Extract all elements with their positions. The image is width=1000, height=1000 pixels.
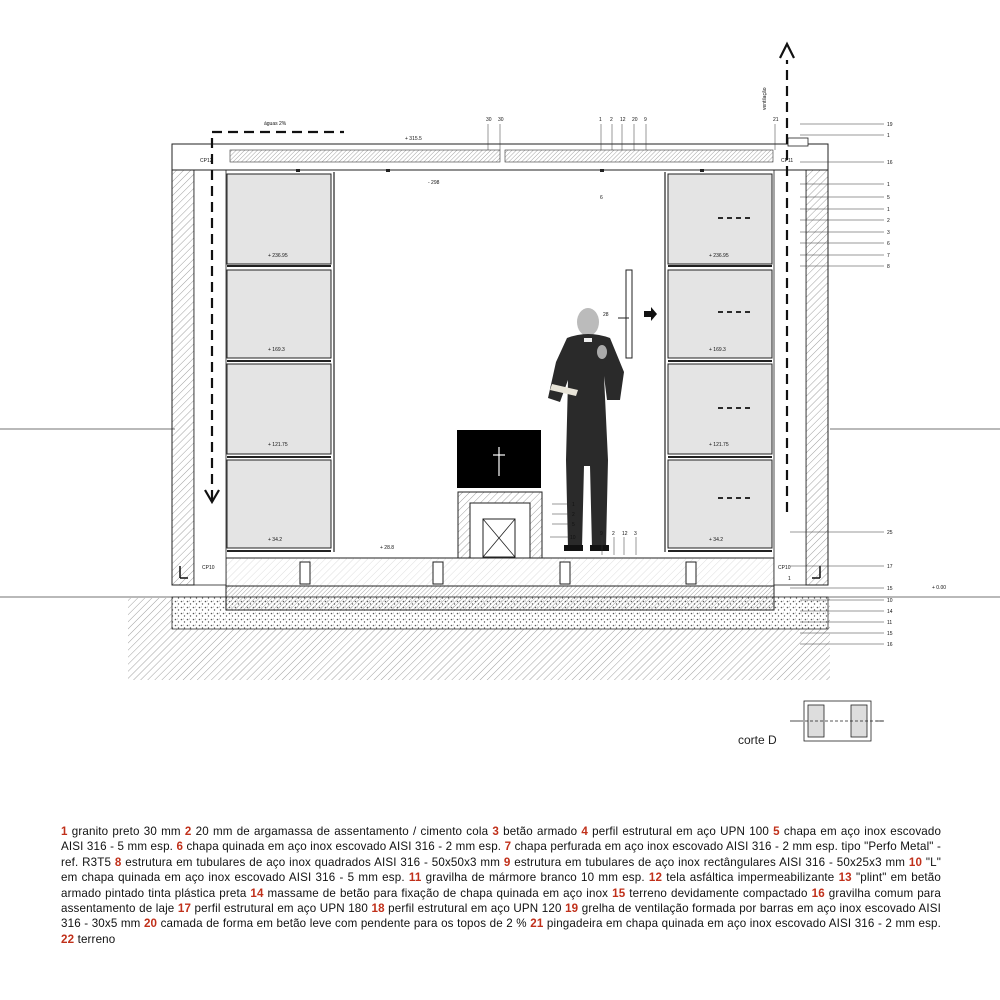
legend-text: terreno devidamente compactado	[629, 886, 808, 900]
legend-number: 6	[176, 840, 184, 854]
left-wall	[172, 146, 194, 585]
ceiling-level-marker: - 298	[428, 180, 440, 186]
callout-number: 3	[887, 230, 890, 236]
callout-number: 7	[887, 253, 890, 259]
shelf-level-marker: + 34.2	[268, 537, 283, 543]
legend-text: 20 mm de argamassa de assentamento / cimento cola	[195, 825, 489, 838]
ventilation-label: ventilação	[762, 87, 768, 110]
callout-number: 9	[644, 117, 647, 123]
legend-number: 3	[492, 825, 499, 838]
callout-number: 1	[887, 182, 890, 188]
callout-number: 5	[887, 195, 890, 201]
cp-label: CP11	[781, 158, 794, 164]
shelf-level-marker: + 121.75	[268, 442, 288, 448]
door-callout: 28	[603, 312, 609, 318]
callout-number: 8	[887, 264, 890, 270]
callout-number: 15	[887, 631, 893, 637]
callout-number: 2	[887, 218, 890, 224]
legend-text: tela asfáltica impermeabilizante	[666, 871, 835, 885]
legend-text: chapa perfurada em aço inox escovado AISI 316 - 2 mm esp. tipo "Perfo Metal" - ref. R3T5	[61, 840, 941, 869]
callout-number: 10	[887, 598, 893, 604]
callout-number: 30	[498, 117, 504, 123]
legend-number: 5	[773, 825, 780, 838]
shelf-level-marker: + 34.2	[709, 537, 724, 543]
section-caption: corte D	[738, 733, 777, 747]
legend-text: betão armado	[503, 825, 578, 838]
door-frame	[618, 270, 632, 358]
legend-number: 16	[811, 886, 825, 900]
legend-number: 8	[114, 855, 122, 869]
callout-number: 17	[887, 564, 893, 570]
legend-text: gravilha comum para assentamento de laje	[61, 886, 942, 916]
legend-number: 9	[503, 855, 511, 869]
legend-number: 1	[61, 825, 68, 838]
legend-number: 7	[504, 840, 512, 854]
cp-label: CP10	[778, 565, 791, 571]
legend-text: camada de forma em betão leve com pendente para os topos de 2 %	[160, 917, 527, 931]
callout-number: 1	[887, 133, 890, 139]
callout-number: 2	[610, 117, 613, 123]
legend-number: 15	[612, 886, 626, 900]
shelf-level-marker: + 121.75	[709, 442, 729, 448]
callout-number: 1	[887, 207, 890, 213]
small-callout: 1	[788, 576, 791, 582]
callout-number: 5	[572, 522, 575, 528]
callout-number: 1	[599, 117, 602, 123]
shelf-level-marker: + 236.95	[709, 253, 729, 259]
legend-text: "L" em chapa quinada em aço inox escovado AISI 316 - 5 mm esp.	[61, 855, 942, 885]
roof-grille	[788, 138, 808, 146]
callout-number: 3	[634, 531, 637, 537]
right-wall-inner	[774, 146, 806, 585]
key-plan	[790, 701, 884, 741]
legend-number: 20	[143, 917, 158, 931]
legend-text: perfil estrutural em aço UPN 120	[388, 902, 562, 916]
legend-text: chapa em aço inox escovado AISI 316 - 5 mm esp.	[61, 825, 942, 854]
left-wall-inner	[194, 146, 226, 585]
shelf-level-marker: + 236.95	[268, 253, 288, 259]
legend-text: gravilha de mármore branco 10 mm esp.	[425, 871, 645, 885]
callout-number: 11	[887, 620, 893, 626]
legend-number: 17	[177, 902, 192, 916]
legend-number: 12	[648, 871, 663, 885]
callout-number: 2	[612, 531, 615, 537]
legend-number: 14	[250, 886, 264, 900]
callout-number: 16	[887, 160, 893, 166]
callout-number: 6	[887, 241, 890, 247]
legend-number: 10	[908, 855, 923, 869]
legend	[61, 824, 941, 947]
legend-number: 11	[408, 871, 422, 885]
legend-text: massame de betão para fixação de chapa quinada em aço inox	[267, 886, 609, 900]
callout-number: 15	[887, 586, 893, 592]
shelf-level-marker: + 169.3	[268, 347, 285, 353]
floor-slab	[226, 586, 774, 610]
legend-text: "plint" em betão armado pintado tinta plástica preta	[61, 871, 942, 900]
legend-number: 4	[581, 825, 588, 838]
callout-number: 20	[632, 117, 638, 123]
shelf-level-marker: + 169.3	[709, 347, 726, 353]
legend-text: granito preto 30 mm	[71, 825, 181, 838]
floor-level-marker: + 28.8	[380, 545, 395, 551]
legend-text: terreno	[77, 932, 116, 946]
callout-number: 12	[622, 531, 628, 537]
arrow-right-icon	[644, 307, 657, 321]
roof-level-marker: + 315.5	[405, 136, 422, 142]
legend-text: perfil estrutural em aço UPN 100	[592, 825, 769, 838]
legend-text: grelha de ventilação formada por barras em aço inox escovado AISI 316 - 30x5 mm	[61, 902, 942, 931]
legend-number: 19	[565, 902, 579, 916]
legend-number: 21	[530, 917, 544, 931]
legend-number: 22	[61, 932, 75, 946]
legend-text: estrutura em tubulares de aço inox rectângulares AISI 316 - 50x25x3 mm	[514, 855, 906, 869]
legend-number: 2	[184, 825, 192, 838]
cp-label: CP12	[200, 158, 213, 164]
callout-number: 19	[887, 122, 893, 128]
legend-number: 13	[838, 871, 852, 885]
cp-label: CP10	[202, 565, 215, 571]
callout-number: 16	[887, 642, 893, 648]
callout-number: 2	[572, 512, 575, 518]
right-wall	[806, 146, 828, 585]
legend-number: 18	[371, 902, 385, 916]
callout-number: 9	[600, 531, 603, 537]
callout-number: 25	[887, 530, 893, 536]
legend-text: pingadeira em chapa quinada em aço inox escovado AISI 316 - 2 mm esp.	[546, 917, 942, 931]
callout-number: 14	[887, 609, 893, 615]
callout-number: 30	[486, 117, 492, 123]
person-figure	[548, 308, 624, 551]
callout-number: 10	[570, 535, 576, 541]
callout-number: 12	[620, 117, 626, 123]
legend-text: estrutura em tubulares de aço inox quadrados AISI 316 - 50x50x3 mm	[125, 855, 501, 869]
callout-number: 21	[773, 117, 779, 123]
ground-level-marker: + 0.00	[932, 585, 947, 591]
ceiling-callout: 6	[600, 195, 603, 201]
callout-number: 1	[572, 502, 575, 508]
water-label: águas 2%	[264, 121, 287, 127]
legend-text: perfil estrutural em aço UPN 180	[194, 902, 368, 916]
legend-text: chapa quinada em aço inox escovado AISI 316 - 2 mm esp.	[186, 840, 502, 854]
